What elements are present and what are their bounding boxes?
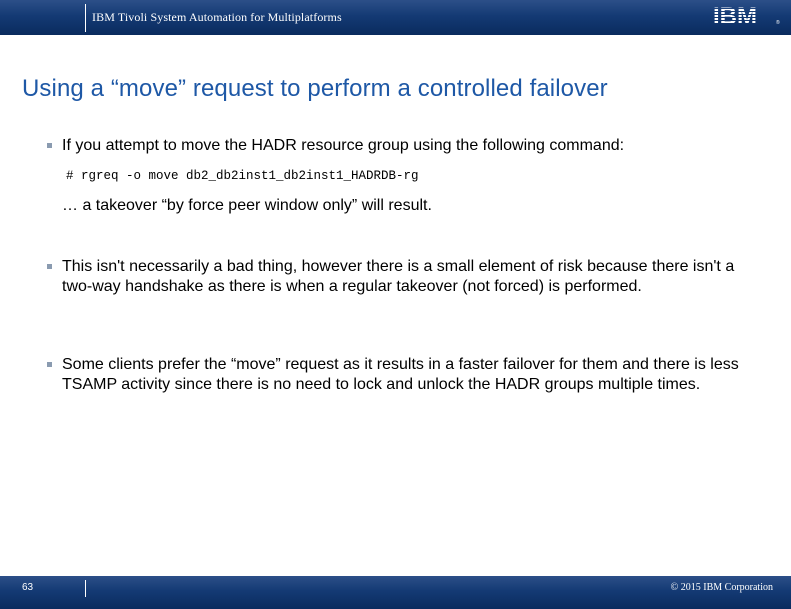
result-text: … a takeover “by force peer window only” will result. (62, 197, 432, 214)
ibm-logo-text: IBM (713, 3, 757, 27)
bullet-item (47, 257, 767, 297)
bullet-text: This isn't necessarily a bad thing, however there is a small element of risk because there isn't a two-way handshake as there is when a regular takeover (not forced) is performed. (62, 258, 735, 295)
bullet-square-icon (47, 143, 52, 148)
product-title: IBM Tivoli System Automation for Multiplatforms (92, 10, 342, 24)
command-line: # rgreq -o move db2_db2inst1_db2inst1_HADRDB-rg (66, 169, 419, 183)
bullet-text: Some clients prefer the “move” request as it results in a faster failover for them and there is less TSAMP activity since there is no need to lock and unlock the HADR groups multiple times. (62, 356, 739, 393)
slide-title: Using a “move” request to perform a controlled failover (22, 75, 608, 102)
bullet-item (47, 136, 767, 156)
bullet-square-icon (47, 362, 52, 367)
page-number: 63 (22, 582, 34, 593)
bullet-item (47, 355, 767, 395)
registered-mark: ® (776, 20, 780, 26)
ibm-logo-icon (711, 3, 781, 27)
bullet-square-icon (47, 264, 52, 269)
bullet-text: If you attempt to move the HADR resource group using the following command: (62, 137, 625, 154)
copyright-text: © 2015 IBM Corporation (670, 582, 773, 593)
header-divider (85, 4, 86, 32)
footer-divider (85, 580, 86, 597)
